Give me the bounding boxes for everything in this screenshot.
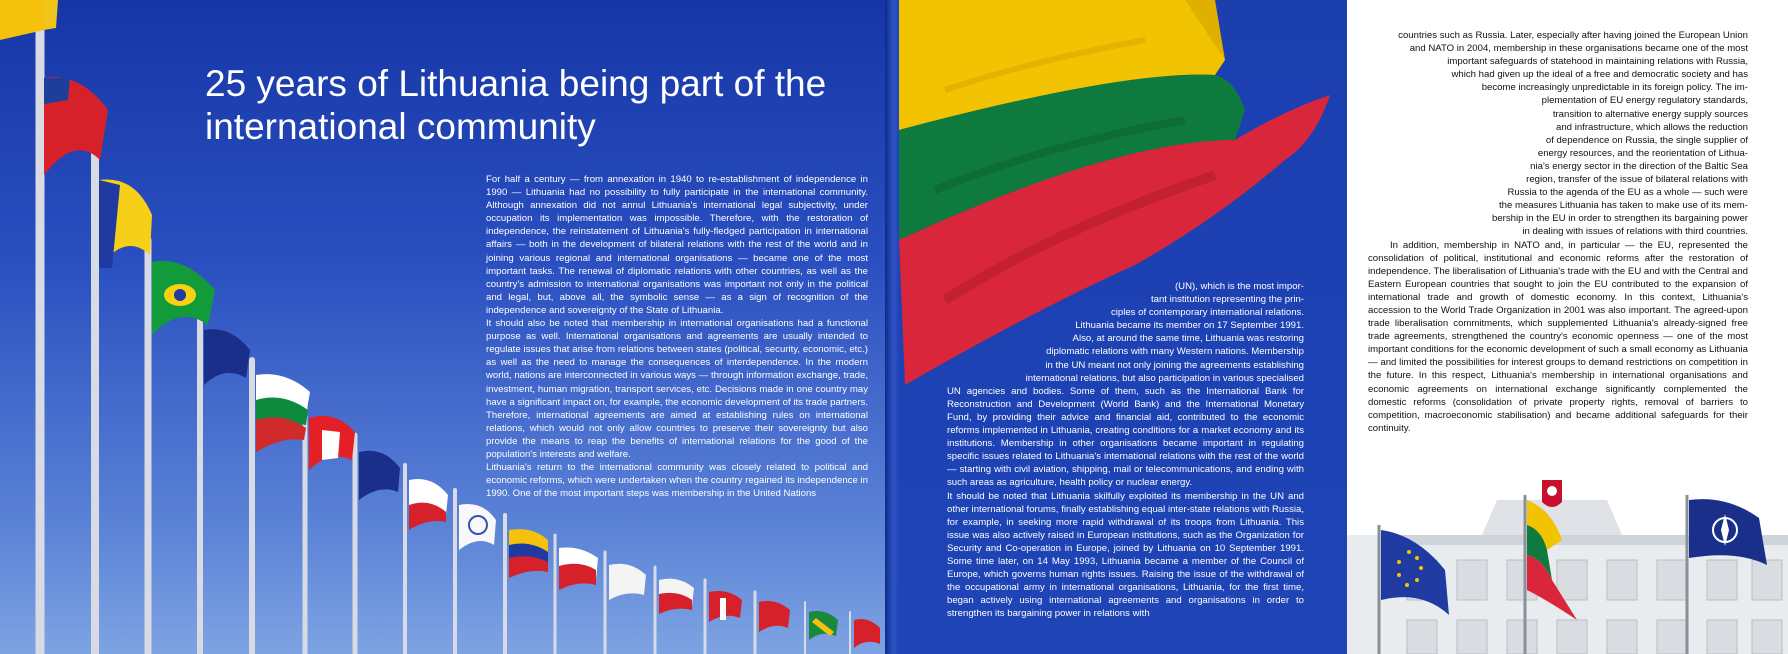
shaped-line: become increasingly unpredictable in its foreign policy. The im- bbox=[1481, 82, 1748, 94]
shaped-line: in the UN meant not only joining the agreements establishing bbox=[1045, 359, 1304, 371]
text-column-left bbox=[486, 173, 868, 500]
paragraph: For half a century — from annexation in 1940 to re-establishment of independence in 1990 — Lithuania had no possibility to fully participate in the international community. Although annexation did not annul Lithuania's international legal subjectivity, under occupation its implementation was impossible. Therefore, with the restoration of independence, the reinstatement of Lithuania's fully-fledged participation in international affairs — both in the development of bilateral relations with the rest of the world and in joining various regional and international organisations — became one of the most important tasks. The renewal of diplomatic relations with other countries, as well as the country's admission to international organisations was important not only in the political and legal, but, above all, the symbolic sense — as a sign of recognition of the independence and sovereignty of the State of Lithuania. bbox=[486, 174, 868, 316]
paragraph: In addition, membership in NATO and, in particular — the EU, represented the consolidation of political, institutional and economic reforms after the restoration of independence. The liberalisation of Lithuania's trade with the EU and with the Central and Eastern European countries that sought to join the EU contributed to the expansion of international trade and growth of domestic economy. In this context, Lithuania's accession to the World Trade Organization in 2001 was also important. The agreed-upon trade liberalisation commitments, which supplemented Lithuania's already-signed free trade agreements, strengthened the country's economic openness — one of the most important conditions for the economic development of such a small economy as Lithuania — and limited the possibilities for interest groups to demand restrictions on competition in the future. In this respect, Lithuania's membership in international organisations and economic agreements on international exchange significantly complemented the domestic reforms (consolidation of private property rights, removal of barriers to competition, macroeconomic stabilisation) and became additional safeguards for their continuity. bbox=[1368, 239, 1748, 434]
shaped-line: bership in the EU in order to strengthen its bargaining power bbox=[1492, 213, 1748, 225]
paragraph: It should be noted that Lithuania skilfully exploited its membership in the UN and other international forums, finally establishing equal inter-state relations with Russia, for example, in seeking more rapid withdrawal of its troops from Lithuania. This issue was also actively raised in European institutions, such as the Organization for Security and Co-operation in Europe, joined by Lithuania on 10 September 1991. Some time later, on 14 May 1993, Lithuania became a member of the Council of Europe, which governs human rights issues. Raising the issue of the withdrawal of the occupational army in international organisations, Lithuania, for the first time, began actively using international agreements and organisations in order to strengthen its bargaining power in relations with bbox=[947, 490, 1304, 620]
shaped-line: diplomatic relations with many Western nations. Membership bbox=[1046, 346, 1304, 358]
shaped-line: the measures Lithuania has taken to make use of its mem- bbox=[1498, 200, 1748, 212]
paragraph: UN agencies and bodies. Some of them, such as the International Bank for Reconstruction and Development (World Bank) and the International Monetary Fund, by providing their advice and financial aid, contributed to the economic reforms implemented in Lithuania, creating conditions for a market economy and its institutions. Membership in other organisations became important in regulating specific issues related to Lithuania's international relations with the rest of the world — starting with civil aviation, shipping, mail or telecommunications, and ending with such areas as agriculture, health policy or nuclear energy. bbox=[947, 385, 1304, 489]
shaped-line: region, transfer of the issue of bilateral relations with bbox=[1526, 174, 1748, 186]
text-column-right bbox=[1368, 29, 1748, 435]
text-column-middle bbox=[947, 280, 1304, 620]
paragraph: It should also be noted that membership in international organisations had a functional purpose as well. International organisations and agreements are usually intended to regulate issues that arise from relations between states (political, security, economic, etc.) as well as the need to manage the consequences of interdependence. In the modern world, nations are interconnected in various ways — through information exchange, trade, investment, human migration, transport services, etc. Decisions made in one country may have a significant impact on, for example, the economic development of its trade partners. Therefore, international agreements are aimed at establishing rules on international relations, which would not only allow countries to preserve their sovereignty but also provide the means to reap the benefits of international relations for the good of the population's interests and welfare. bbox=[486, 318, 868, 460]
shaped-line: countries such as Russia. Later, especially after having joined the European Union bbox=[1398, 30, 1748, 41]
shaped-line: nia's energy sector in the direction of the Baltic Sea bbox=[1530, 160, 1748, 172]
shaped-line: Lithuania became its member on 17 September 1991. bbox=[1075, 320, 1304, 332]
shaped-line: international relations, but also participation in various specialised bbox=[1025, 372, 1304, 384]
page-title: 25 years of Lithuania being part of the international community bbox=[205, 63, 827, 147]
shaped-line: (UN), which is the most impor- bbox=[1174, 281, 1304, 292]
page-gutter bbox=[885, 0, 899, 654]
shaped-line: plementation of EU energy regulatory standards, bbox=[1541, 95, 1748, 107]
shaped-line: important safeguards of statehood in maintaining relations with Russia, bbox=[1447, 56, 1748, 68]
government-building-illustration bbox=[1347, 440, 1788, 654]
shaped-line: Also, at around the same time, Lithuania was restoring bbox=[1072, 333, 1304, 345]
shaped-line: transition to alternative energy supply sources bbox=[1552, 108, 1748, 120]
shaped-line: tant institution representing the prin- bbox=[1150, 294, 1304, 306]
shaped-line: and infrastructure, which allows the reduction bbox=[1556, 121, 1748, 133]
shaped-line: which had given up the ideal of a free and democratic society and has bbox=[1451, 69, 1748, 81]
shaped-line: and NATO in 2004, membership in these organisations became one of the most bbox=[1409, 43, 1748, 55]
shaped-line: in dealing with issues of relations with third countries. bbox=[1522, 226, 1748, 238]
shaped-line: ciples of contemporary international relations. bbox=[1110, 307, 1304, 319]
shaped-line: Russia to the agenda of the EU as a whole — such were bbox=[1507, 187, 1748, 199]
shaped-line: of dependence on Russia, the single supplier of bbox=[1545, 134, 1748, 146]
left-page-flags-photo bbox=[0, 0, 885, 654]
paragraph: Lithuania's return to the international community was closely related to political and economic reforms, which were undertaken when the country regained its independence in 1990. One of the most important steps was membership in the United Nations bbox=[486, 462, 868, 500]
shaped-line: energy resources, and the reorientation of Lithua- bbox=[1537, 147, 1748, 159]
